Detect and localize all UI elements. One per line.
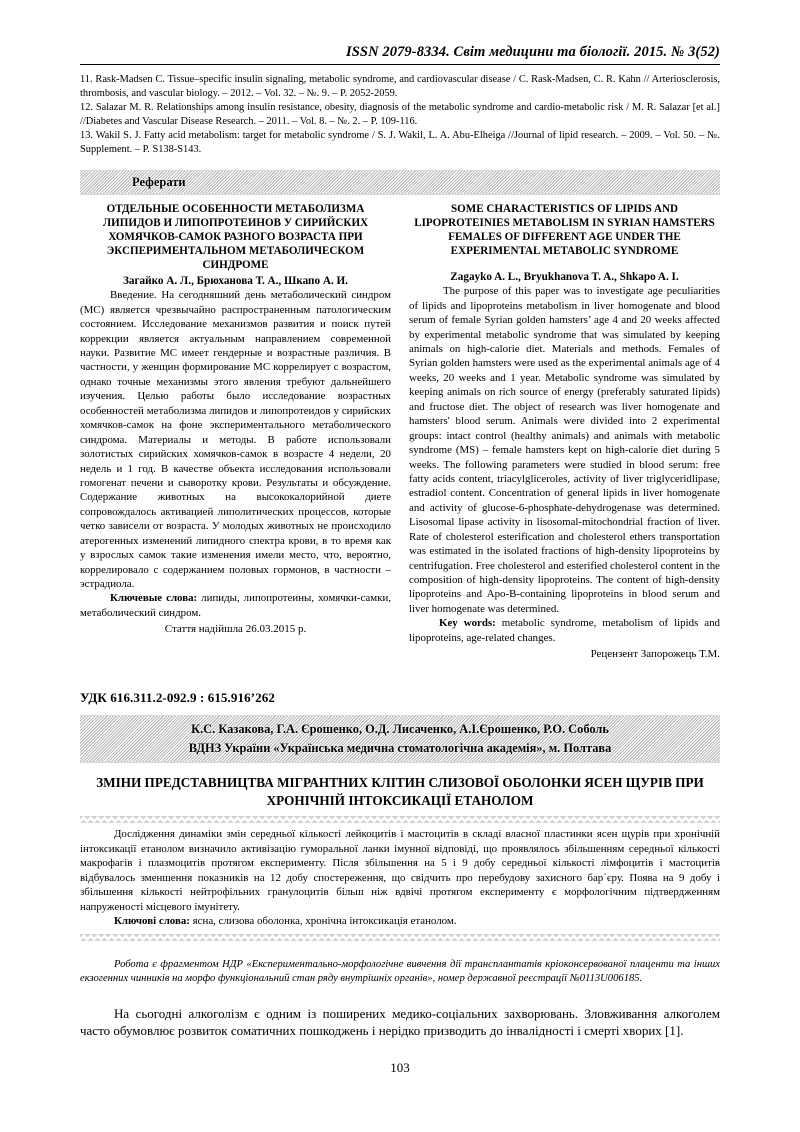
- abstract-column-en: [409, 203, 720, 660]
- zigzag-divider-top: [80, 816, 720, 823]
- keywords-label-ru: Ключевые слова:: [110, 592, 198, 605]
- page-number: 103: [390, 1059, 410, 1075]
- zigzag-divider-bottom: [80, 934, 720, 941]
- article-keywords-values: ясна, слизова оболонка, хронічна інтоксикація етанолом.: [189, 915, 457, 928]
- keywords-ru: [80, 591, 391, 620]
- reference-item: 13. Wakil S. J. Fatty acid metabolism: target for metabolic syndrome / S. J. Wakil, L. A. Abu-Elheiga //Journal of lipid research. – 2009. – Vol. 50. – №. Supplement. – P. S138-S143.: [80, 130, 720, 156]
- abstract-authors-en: Zagayko A. L., Bryukhanova T. A., Shkapo A. I.: [450, 270, 679, 283]
- keywords-en: [409, 616, 720, 645]
- article-keywords-label: Ключові слова:: [114, 915, 190, 928]
- keywords-label-en: Key words:: [439, 617, 496, 630]
- reference-item: 12. Salazar M. R. Relationships among insulin resistance, obesity, diagnosis of the metabolic syndrome and cardio-metabolic risk / M. R. Salazar [et al.] //Diabetes and Vascular Disease Research. – 2011. – Vol. 8. – №. 2. – P. 109-116.: [80, 102, 720, 127]
- article-abstract: Дослідження динаміки змін середньої кількості лейкоцитів і мастоцитів в складі власної пластинки ясен щурів при хронічній інтоксикації етанолом визначило активізацію гуморальної ланки імунної відповіді, що проявлялось збільшенням середньої кількості макрофагів і плазмоцитів протягом експерименту. Після збільшення на 5 і 9 добу середньої кількості лімфоцитів і мастоцитів відбувалось зменшення показників на 12 добу спостереження, що свідчить про перебудову захисного бар`єру. Поява на 9 добу і збільшення кількості нейтрофільних гранулоцитів більш ніж вдвічі протягом експерименту є морфологічним підтвердженням напруженості місцевого імунітету.: [80, 828, 720, 913]
- header-rule: [80, 64, 720, 65]
- reviewer-line: Рецензент Запорожець Т.М.: [590, 648, 720, 661]
- abstracts-section-label: Реферати: [132, 174, 186, 189]
- article-affiliation: ВДНЗ України «Українська медична стоматологічна академія», м. Полтава: [188, 740, 612, 755]
- abstract-column-ru: [80, 203, 391, 660]
- abstracts-section-bar: [80, 170, 720, 195]
- abstract-body-en: The purpose of this paper was to investigate age peculiarities of lipids and lipoproteins metabolism in liver homogenate and blood serum of female Syrian golden hamsters’ age 4 and 20 weeks affected by experimental metabolic syndrome that was simulated by keeping animals on high-calorie diet. Materials and methods. Females of Syrian golden hamsters were used as the experimental animals age of 4 weeks, 20 weeks and 1 year. Metabolic syndrome was simulated by keeping animals on rich source of energy (preferably saturated lipids) and fructose diet. The object of research was liver homogenate and hamsters' blood serum. Animals were divided into 2 experimental groups: intact control (healthy animals) and animals with metabolic syndrome (MS) – female hamsters kept on high-calorie diet during 5 weeks. The following parameters were studied in blood serum: free fatty acids content, triacylgliceroles, activity of liver triglyceridlipase, estradiol content. Concentration of general lipids in liver homogenate and activity of glucose-6-phosphate-dehydrogenase was determined. Lisosomal lipase activity in lisosomal-mitochondrial fraction of liver. Rate of cholesterol esterification and cholesterol ethers transportation was estimated in the isolated fractions of high-density lipoproteins by centrifugation. Free cholesterol and esterified cholesterol content in the composition of high-density lipoproteins. The content of high-density lipoproteins and Apo-B-containing lipoproteins in blood serum and liver homogenate was determined.: [409, 285, 720, 615]
- article-title: ЗМІНИ ПРЕДСТАВНИЦТВА МІГРАНТНИХ КЛІТИН СЛИЗОВОЇ ОБОЛОНКИ ЯСЕН ЩУРІВ ПРИ ХРОНІЧНІЙ ІНТОКСИКАЦІЇ ЕТАНОЛОМ: [96, 775, 704, 808]
- abstract-body-ru: Введение. На сегодняшний день метаболический синдром (МС) является чрезвычайно распространенным патологическим состоянием. Исследование механизмов развития и поиск путей коррекции является актуальным направлением современной науки. Развитие МС имеет гендерные и возрастные различия. В частности, у женщин формирование МС коррелирует с возрастом, однако точные механизмы этого явления требуют дальнейшего изучения. Целью работы было исследование возрастных особенностей метаболизма липидов и липопротеидов у сирийских хомячков-самок на фоне экспериментального метаболического синдрома. Материалы и методы. В работе использовали золотистых сирийских хомячков-самок в возрасте 4 недели, 20 недель и 1 год. В качестве объекта исследования использовали гомогенат печени и сыворотку крови. Результаты и обсуждение. Содержание животных на высококалорийной диете сопровождалось активацией липолитических процессов, которые четко зависели от возраста. У молодых животных не происходило атерогенных изменений липидного спектра крови, в то время как у взрослых самок такие изменения имели место, что, вероятно, коррелировало с содержанием половых гормонов, в частности – эстрадиола.: [80, 289, 391, 590]
- abstract-title-ru: ОТДЕЛЬНЫЕ ОСОБЕННОСТИ МЕТАБОЛИЗМА ЛИПИДОВ И ЛИПОПРОТЕИНОВ У СИРИЙСКИХ ХОМЯЧКОВ-САМОК РАЗНОГО ВОЗРАСТА ПРИ ЭКСПЕРИМЕНТАЛЬНОМ МЕТАБОЛИЧЕСКОМ СИНДРОМЕ: [102, 202, 369, 271]
- article-authors-bar: [80, 715, 720, 763]
- abstract-columns: [80, 203, 720, 660]
- article-keywords: [80, 914, 720, 929]
- article-authors: К.С. Казакова, Г.А. Єрошенко, О.Д. Лисаченко, А.І.Єрошенко, Р.О. Соболь: [191, 722, 609, 737]
- keywords-values-ru: липиды, липопротеины, хомячки-самки, метаболический синдром.: [80, 592, 392, 619]
- abstract-title-en: SOME CHARACTERISTICS OF LIPIDS AND LIPOPROTEINIES METABOLISM IN SYRIAN HAMSTERS FEMALES OF DIFFERENT AGE UNDER THE EXPERIMENTAL METABOLIC SYNDROME: [414, 202, 715, 257]
- running-head: ISSN 2079-8334. Світ медицини та біології. 2015. № 3(52): [346, 44, 720, 60]
- reference-list: [80, 73, 720, 157]
- article-lead-paragraph: На сьогодні алкоголізм є одним із поширених медико-соціальних захворювань. Зловживання алкоголем часто обумовлює розвиток соматичних пошкоджень і нерідко призводить до інвалідності і смерті хворих [1].: [80, 1005, 720, 1039]
- abstract-authors-ru: Загайко А. Л., Брюханова Т. А., Шкапо А. И.: [122, 274, 349, 287]
- udc-code: УДК 616.311.2-092.9 : 615.916’262: [80, 690, 275, 706]
- reference-item: 11. Rask-Madsen C. Tissue–specific insulin signaling, metabolic syndrome, and cardiovascular disease / C. Rask-Madsen, C. R. Kahn // Arteriosclerosis, thrombosis, and vascular biology. – 2012. – Vol. 32. – №. 9. – P. 2052-2059.: [80, 74, 720, 99]
- keywords-values-en: metabolic syndrome, metabolism of lipids and lipoproteins, age-related changes.: [409, 617, 720, 644]
- funding-note: Робота є фрагментом НДР «Експериментально-морфологічне вивчення дії трансплантатів кріоконсервованої плаценти та інших екзогенних чинників на морфо функціональний стан ряду внутрішніх органів», номер державної реєстрації №0113U006185.: [80, 958, 720, 985]
- submitted-date: Стаття надійшла 26.03.2015 р.: [164, 623, 307, 636]
